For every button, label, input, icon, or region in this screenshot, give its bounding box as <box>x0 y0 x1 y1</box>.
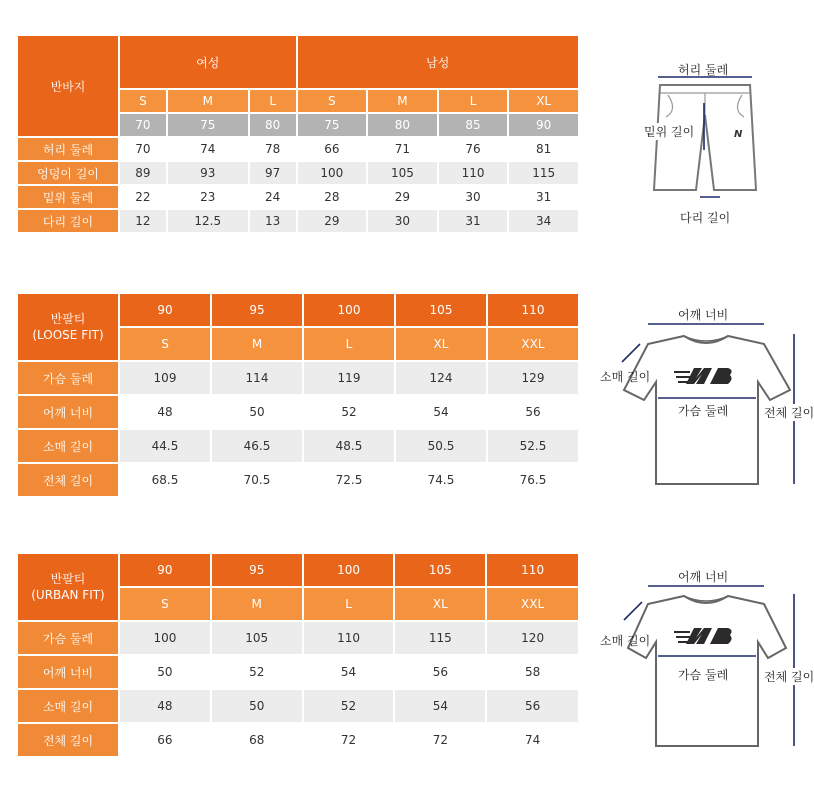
value-cell: 124 <box>396 362 486 394</box>
value-cell: 30 <box>368 210 437 232</box>
leg-label: 다리 길이 <box>680 211 731 225</box>
table-row <box>18 210 578 232</box>
value-cell: 105 <box>368 162 437 184</box>
shorts-icon <box>600 55 800 235</box>
value-cell: 68.5 <box>120 464 210 496</box>
value-cell: 115 <box>395 622 485 654</box>
value-cell: 114 <box>212 362 302 394</box>
value-cell: 109 <box>120 362 210 394</box>
value-cell: 70.5 <box>212 464 302 496</box>
value-cell: 66 <box>120 724 210 756</box>
value-cell: 50 <box>212 396 302 428</box>
size-cell: S <box>120 328 210 360</box>
value-cell: 31 <box>509 186 578 208</box>
loose-title-main: 반팔티 <box>50 311 86 326</box>
table-row <box>18 724 578 756</box>
size-cell: S <box>120 588 210 620</box>
size-cell: S <box>120 90 166 112</box>
row-label: 전체 길이 <box>18 464 118 496</box>
size-number-cell: 95 <box>212 294 302 326</box>
value-cell: 105 <box>212 622 302 654</box>
row-label: 엉덩이 길이 <box>18 162 118 184</box>
value-cell: 29 <box>368 186 437 208</box>
row-label: 가슴 둘레 <box>18 622 118 654</box>
value-cell: 52 <box>304 690 394 722</box>
value-cell: 31 <box>439 210 508 232</box>
value-cell: 110 <box>304 622 394 654</box>
size-cell: M <box>212 588 302 620</box>
value-cell: 72 <box>304 724 394 756</box>
value-cell: 54 <box>395 690 485 722</box>
value-cell: 68 <box>212 724 302 756</box>
shorts-diagram <box>600 55 800 235</box>
row-label: 소매 길이 <box>18 690 118 722</box>
shorts-title: 반바지 <box>18 36 118 136</box>
value-cell: 76.5 <box>488 464 578 496</box>
value-cell: 12 <box>120 210 166 232</box>
value-cell: 120 <box>487 622 578 654</box>
svg-text:N: N <box>734 129 743 140</box>
chest-label: 가슴 둘레 <box>678 404 729 418</box>
table-row <box>18 138 578 160</box>
shorts-size-table <box>16 34 580 234</box>
row-label: 가슴 둘레 <box>18 362 118 394</box>
value-cell: 12.5 <box>168 210 248 232</box>
size-number-cell: 110 <box>488 294 578 326</box>
value-cell: 50.5 <box>396 430 486 462</box>
value-cell: 71 <box>368 138 437 160</box>
urban-tee-diagram <box>596 562 814 762</box>
value-cell: 54 <box>304 656 394 688</box>
value-cell: 110 <box>439 162 508 184</box>
value-cell: 28 <box>298 186 367 208</box>
table-row <box>18 690 578 722</box>
size-number-cell: 70 <box>120 114 166 136</box>
value-cell: 72.5 <box>304 464 394 496</box>
size-cell: L <box>304 588 394 620</box>
waist-label: 허리 둘레 <box>678 63 729 77</box>
shoulder-label: 어깨 너비 <box>678 570 729 584</box>
value-cell: 52 <box>304 396 394 428</box>
shoulder-label: 어깨 너비 <box>678 308 729 322</box>
value-cell: 78 <box>250 138 296 160</box>
value-cell: 115 <box>509 162 578 184</box>
value-cell: 52 <box>212 656 302 688</box>
row-label: 어깨 너비 <box>18 656 118 688</box>
row-label: 밑위 둘레 <box>18 186 118 208</box>
value-cell: 50 <box>120 656 210 688</box>
row-label: 소매 길이 <box>18 430 118 462</box>
urban-title-main: 반팔티 <box>50 571 86 586</box>
value-cell: 56 <box>395 656 485 688</box>
size-number-cell: 80 <box>250 114 296 136</box>
total-length-label: 전체 길이 <box>764 670 814 684</box>
value-cell: 74 <box>168 138 248 160</box>
size-cell: L <box>250 90 296 112</box>
size-cell: M <box>212 328 302 360</box>
tshirt-icon <box>596 300 800 500</box>
table-row <box>18 396 578 428</box>
value-cell: 93 <box>168 162 248 184</box>
loose-fit-size-table <box>16 292 580 498</box>
size-number-cell: 90 <box>120 294 210 326</box>
table-row <box>18 362 578 394</box>
table-row <box>18 656 578 688</box>
value-cell: 13 <box>250 210 296 232</box>
value-cell: 100 <box>120 622 210 654</box>
loose-title <box>18 294 118 360</box>
size-number-cell: 90 <box>120 554 210 586</box>
value-cell: 48 <box>120 396 210 428</box>
value-cell: 72 <box>395 724 485 756</box>
urban-title <box>18 554 118 620</box>
size-number-cell: 110 <box>487 554 578 586</box>
row-label: 전체 길이 <box>18 724 118 756</box>
loose-title-fit: (LOOSE FIT) <box>32 328 104 342</box>
size-cell: XL <box>395 588 485 620</box>
size-number-cell: 75 <box>168 114 248 136</box>
size-number-cell: 100 <box>304 554 394 586</box>
value-cell: 100 <box>298 162 367 184</box>
value-cell: 29 <box>298 210 367 232</box>
row-label: 허리 둘레 <box>18 138 118 160</box>
table-row <box>18 430 578 462</box>
value-cell: 74 <box>487 724 578 756</box>
table-row <box>18 162 578 184</box>
size-cell: XXL <box>487 588 578 620</box>
table-row <box>18 622 578 654</box>
urban-fit-size-table <box>16 552 580 758</box>
size-cell: S <box>298 90 367 112</box>
loose-tee-diagram <box>596 300 814 500</box>
value-cell: 34 <box>509 210 578 232</box>
value-cell: 129 <box>488 362 578 394</box>
size-number-cell: 85 <box>439 114 508 136</box>
size-number-cell: 75 <box>298 114 367 136</box>
size-number-cell: 100 <box>304 294 394 326</box>
value-cell: 89 <box>120 162 166 184</box>
size-number-cell: 105 <box>396 294 486 326</box>
value-cell: 76 <box>439 138 508 160</box>
sleeve-label: 소매 길이 <box>600 634 651 648</box>
tshirt-icon <box>596 562 800 762</box>
row-label: 다리 길이 <box>18 210 118 232</box>
women-header: 여성 <box>120 36 296 88</box>
size-number-cell: 90 <box>509 114 578 136</box>
value-cell: 24 <box>250 186 296 208</box>
size-cell: L <box>304 328 394 360</box>
size-number-cell: 80 <box>368 114 437 136</box>
size-cell: L <box>439 90 508 112</box>
value-cell: 52.5 <box>488 430 578 462</box>
value-cell: 119 <box>304 362 394 394</box>
value-cell: 44.5 <box>120 430 210 462</box>
men-header: 남성 <box>298 36 578 88</box>
value-cell: 58 <box>487 656 578 688</box>
size-cell: M <box>168 90 248 112</box>
size-cell: M <box>368 90 437 112</box>
value-cell: 23 <box>168 186 248 208</box>
size-cell: XXL <box>488 328 578 360</box>
value-cell: 81 <box>509 138 578 160</box>
value-cell: 56 <box>488 396 578 428</box>
value-cell: 70 <box>120 138 166 160</box>
value-cell: 56 <box>487 690 578 722</box>
value-cell: 97 <box>250 162 296 184</box>
rise-label: 밑위 길이 <box>644 125 695 139</box>
urban-title-fit: (URBAN FIT) <box>31 588 105 602</box>
value-cell: 46.5 <box>212 430 302 462</box>
table-row <box>18 464 578 496</box>
chest-label: 가슴 둘레 <box>678 668 729 682</box>
size-number-cell: 95 <box>212 554 302 586</box>
value-cell: 54 <box>396 396 486 428</box>
sleeve-label: 소매 길이 <box>600 370 651 384</box>
size-cell: XL <box>396 328 486 360</box>
value-cell: 50 <box>212 690 302 722</box>
table-row <box>18 186 578 208</box>
value-cell: 66 <box>298 138 367 160</box>
value-cell: 74.5 <box>396 464 486 496</box>
value-cell: 30 <box>439 186 508 208</box>
value-cell: 48 <box>120 690 210 722</box>
size-cell: XL <box>509 90 578 112</box>
value-cell: 48.5 <box>304 430 394 462</box>
total-length-label: 전체 길이 <box>764 406 814 420</box>
row-label: 어깨 너비 <box>18 396 118 428</box>
value-cell: 22 <box>120 186 166 208</box>
size-number-cell: 105 <box>395 554 485 586</box>
